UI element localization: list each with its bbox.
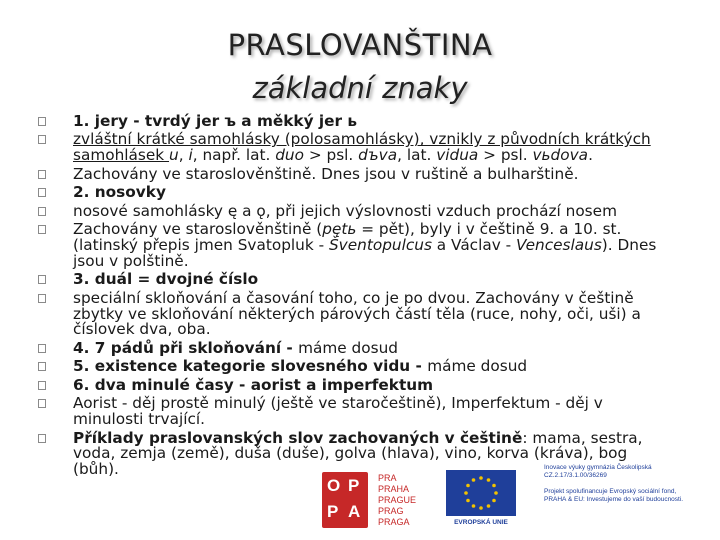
list-item xyxy=(38,132,674,164)
item-text: , např. lat. xyxy=(192,146,276,165)
item-text: Venceslaus xyxy=(516,236,602,255)
bullet-marker-icon xyxy=(38,381,46,390)
info-line xyxy=(544,480,714,488)
list-item xyxy=(38,396,674,428)
bullet-list xyxy=(38,114,674,481)
item-text: > psl. xyxy=(478,146,533,165)
item-text: 6. dva minulé časy - aorist a imperfektum xyxy=(73,375,434,394)
logo-footer xyxy=(318,462,716,536)
eu-star xyxy=(492,484,496,488)
item-text: Zachovány ve staroslověnštině ( xyxy=(73,220,323,239)
item-text: u xyxy=(169,146,179,165)
eu-star xyxy=(472,478,476,482)
item-text: speciální skloňování a časování toho, co je po dvou. Zachovány v češtině zbytky ve skloňování některých párových částí těla (ruce, nohy, oči, uši) a číslovek dva, oba. xyxy=(73,288,641,339)
info-line: CZ.2.17/3.1.00/36269 xyxy=(544,472,607,479)
item-text: duo xyxy=(275,146,304,165)
bullet-marker-icon xyxy=(38,434,46,443)
list-item xyxy=(38,338,674,357)
eu-star xyxy=(479,476,483,480)
bullet-marker-icon xyxy=(38,207,46,216)
slide-title: PRASLOVANŠTINA xyxy=(227,28,493,62)
info-line: PRAHA & EU: Investujeme do vaší budoucnosti. xyxy=(544,496,684,503)
info-line: Inovace výuky gymnázia Českolipská xyxy=(544,464,652,471)
bullet-marker-icon xyxy=(38,117,46,126)
opp-letter: A xyxy=(348,502,361,521)
eu-star xyxy=(472,504,476,508)
item-text: a Václav - xyxy=(431,236,517,255)
prague-row: PRAGUE xyxy=(378,495,417,505)
prague-row: PRA xyxy=(378,473,397,483)
eu-star xyxy=(479,506,483,510)
eu-flag-icon xyxy=(446,470,516,516)
item-text: pętь xyxy=(322,220,357,239)
item-text: i xyxy=(188,146,193,165)
item-text: Příklady praslovanských slov zachovaných v češtině xyxy=(73,428,523,447)
eu-star xyxy=(466,484,470,488)
item-text: . xyxy=(588,146,593,165)
eu-star xyxy=(494,491,498,495)
info-line: Projekt spolufinancuje Evropský sociální fond, xyxy=(544,488,677,495)
list-item xyxy=(38,114,674,130)
item-text: dъva xyxy=(358,146,398,165)
list-item xyxy=(38,185,674,201)
eu-star xyxy=(464,491,468,495)
item-text: 5. existence kategorie slovesného vidu - xyxy=(73,357,428,376)
bullet-marker-icon xyxy=(38,135,46,144)
item-text: 2. nosovky xyxy=(73,183,166,202)
item-text: 1. jery - tvrdý jer ъ a měkký jer ь xyxy=(73,112,358,130)
opp-logo xyxy=(322,472,368,528)
bullet-marker-icon xyxy=(38,225,46,234)
item-text: máme dosud xyxy=(298,338,399,357)
item-text: ). Dnes jsou v polštině. xyxy=(73,236,657,270)
list-item xyxy=(38,375,674,394)
item-text: : mama, sestra, voda, zemja (země), duša (duše), golva (hlava), vino, korva (kráva), bog (bůh). xyxy=(73,428,643,479)
prague-row: PRAHA xyxy=(378,484,410,494)
opp-letter: O xyxy=(327,476,341,495)
eu-caption: EVROPSKÁ UNIE xyxy=(454,519,508,526)
list-item xyxy=(38,164,674,183)
prague-row: PRAGA xyxy=(378,517,410,527)
item-text: , lat. xyxy=(397,146,437,165)
bullet-marker-icon xyxy=(38,275,46,284)
list-item xyxy=(38,288,674,339)
slide-subtitle: základní znaky xyxy=(252,71,468,105)
item-text: nosové samohlásky ę a ǫ, při jejich výslovnosti vzduch prochází nosem xyxy=(73,201,617,220)
item-text: = pět), byly i v češtině 9. a 10. st. (latinský přepis jmen Svatopluk - xyxy=(73,220,622,255)
item-text: zvláštní krátké samohlásky (polosamohlásky), vznikly z původních krátkých samohlásek xyxy=(73,130,651,165)
project-info xyxy=(544,464,714,534)
item-text: máme dosud xyxy=(427,357,528,376)
item-text: vьdova xyxy=(532,146,589,165)
bullet-marker-icon xyxy=(38,294,46,303)
list-item xyxy=(38,201,674,220)
item-text: 3. duál = dvojné číslo xyxy=(73,270,259,289)
bullet-marker-icon xyxy=(38,399,46,408)
eu-star xyxy=(466,499,470,503)
list-item xyxy=(38,272,674,288)
bullet-marker-icon xyxy=(38,362,46,371)
item-text: 4. 7 pádů při skloňování - xyxy=(73,338,299,357)
item-text: > psl. xyxy=(303,146,359,165)
item-text: Aorist - děj prostě minulý (ještě ve staročeštině), Imperfektum - děj v minulosti trvající. xyxy=(73,394,603,429)
item-text: vidua xyxy=(436,146,479,165)
bullet-marker-icon xyxy=(38,170,46,179)
prague-row: PRAG xyxy=(378,506,404,516)
item-text: Zachovány ve staroslověnštině. Dnes jsou v ruštině a bulharštině. xyxy=(73,164,579,183)
eu-star xyxy=(487,504,491,508)
list-item xyxy=(38,222,674,269)
opp-letter: P xyxy=(348,476,360,495)
bullet-marker-icon xyxy=(38,344,46,353)
list-item xyxy=(38,359,674,375)
prague-logo xyxy=(374,472,442,528)
eu-star xyxy=(487,478,491,482)
item-text: Šventopulcus xyxy=(328,236,432,255)
item-text: , xyxy=(178,146,189,165)
bullet-marker-icon xyxy=(38,188,46,197)
opp-letter: P xyxy=(327,502,339,521)
eu-star xyxy=(492,499,496,503)
